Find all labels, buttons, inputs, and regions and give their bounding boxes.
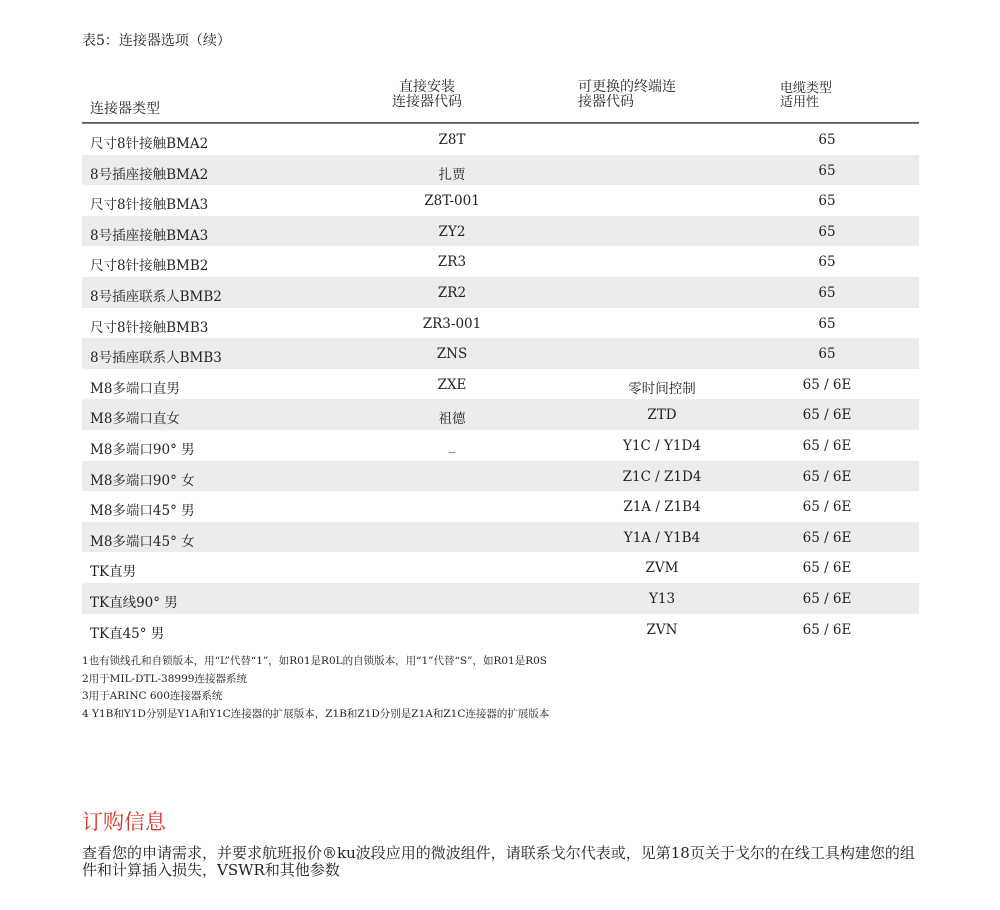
cell-direct: ZNS (436, 346, 468, 363)
table-row (82, 277, 919, 308)
header-direct-code: 直接安装 连接器代码 (392, 79, 462, 110)
cell-direct: _ (448, 437, 456, 454)
cell-type: 尺寸8针接触BMB3 (90, 319, 209, 336)
table-row (82, 430, 919, 461)
cell-cable: 65 / 6E (802, 376, 852, 393)
table-header (82, 76, 919, 123)
cell-replace: ZVN (646, 621, 678, 638)
footnotes (82, 653, 549, 723)
cell-cable: 65 (818, 284, 836, 301)
cell-direct: ZY2 (438, 223, 466, 240)
cell-cable: 65 (818, 346, 836, 363)
cell-direct: Z8T-001 (424, 193, 480, 210)
cell-cable: 65 (818, 254, 836, 271)
footnote: 2用于MIL-DTL-38999连接器系统 (82, 672, 247, 685)
cell-type: M8多端口直女 (90, 411, 180, 428)
cell-cable: 65 (818, 315, 836, 332)
header-cable-applicability: 电缆类型 适用性 (780, 81, 833, 110)
cell-type: TK直45° 男 (90, 625, 165, 642)
cell-replace: Y1A / Y1B4 (623, 529, 701, 546)
header-connector-type: 连接器类型 (90, 101, 160, 117)
cell-direct: ZR3-001 (422, 315, 482, 332)
table-row (82, 614, 919, 645)
table-row (82, 185, 919, 216)
cell-cable: 65 / 6E (802, 529, 852, 546)
cell-direct: ZXE (437, 376, 467, 393)
cell-type: 8号插座接触BMA3 (90, 227, 209, 244)
cell-replace: Y1C / Y1D4 (623, 437, 701, 454)
cell-type: TK直男 (90, 564, 137, 581)
cell-cable: 65 / 6E (802, 499, 852, 516)
table-row (82, 461, 919, 492)
table-row (82, 369, 919, 400)
cell-cable: 65 / 6E (802, 437, 852, 454)
cell-cable: 65 / 6E (802, 468, 852, 485)
cell-type: M8多端口直男 (90, 380, 180, 397)
cell-type: 尺寸8针接触BMB2 (90, 258, 209, 275)
ordering-paragraph: 查看您的申请需求，并要求航班报价®ku波段应用的微波组件，请联系戈尔代表或，见第18页关于戈尔的在线工具构建您的组件和计算插入损失，VSWR和其他参数 (82, 844, 915, 879)
cell-replace: Z1C / Z1D4 (622, 468, 702, 485)
table-row (82, 155, 919, 186)
cell-direct: 扎贾 (438, 166, 466, 183)
table-row (82, 522, 919, 553)
cell-cable: 65 / 6E (802, 621, 852, 638)
table-caption: 表5：连接器选项（续） (82, 33, 231, 49)
cell-replace: 零时间控制 (628, 380, 696, 397)
cell-type: 尺寸8针接触BMA3 (90, 197, 209, 214)
footnote: 1也有锁线孔和自锁版本，用“L”代替“1”，如R01是R0L的自锁版本，用“1”代替“S”，如R01是R0S (82, 655, 548, 667)
cell-cable: 65 / 6E (802, 590, 852, 607)
table-row (82, 338, 919, 369)
footnote: 3用于ARINC 600连接器系统 (82, 690, 223, 702)
table-row (82, 399, 919, 430)
cell-type: 8号插座联系人BMB3 (90, 350, 222, 367)
cell-direct: Z8T (438, 132, 466, 148)
cell-direct: ZR2 (437, 284, 467, 301)
cell-cable: 65 (818, 132, 836, 148)
footnote: 4 Y1B和Y1D分别是Y1A和Y1C连接器的扩展版本，Z1B和Z1D分别是Z1A和Z1C连接器的扩展版本 (82, 707, 550, 720)
table-row (82, 124, 919, 155)
cell-type: 8号插座接触BMA2 (90, 166, 209, 183)
table-row (82, 246, 919, 277)
cell-type: 尺寸8针接触BMA2 (90, 136, 209, 152)
table-row (82, 308, 919, 339)
cell-type: 8号插座联系人BMB2 (90, 288, 222, 305)
cell-cable: 65 (818, 162, 836, 179)
cell-replace: ZVM (645, 560, 679, 577)
cell-replace: ZTD (647, 407, 677, 424)
connector-options-table (82, 76, 919, 644)
cell-cable: 65 / 6E (802, 560, 852, 577)
cell-cable: 65 / 6E (802, 407, 852, 424)
cell-direct: ZR3 (437, 254, 467, 271)
ordering-heading: 订购信息 (82, 810, 166, 834)
cell-cable: 65 (818, 223, 836, 240)
table-row (82, 583, 919, 614)
table-row (82, 552, 919, 583)
cell-type: M8多端口90° 男 (90, 441, 195, 458)
table-row (82, 491, 919, 522)
cell-type: TK直线90° 男 (90, 594, 178, 611)
cell-type: M8多端口45° 女 (90, 533, 195, 550)
cell-cable: 65 (818, 193, 836, 210)
cell-type: M8多端口45° 男 (90, 503, 195, 520)
cell-replace: Y13 (648, 590, 676, 607)
table-row (82, 216, 919, 247)
cell-type: M8多端口90° 女 (90, 472, 195, 489)
header-replaceable-code: 可更换的终端连 接器代码 (578, 79, 676, 110)
cell-direct: 祖德 (438, 411, 466, 428)
cell-replace: Z1A / Z1B4 (623, 499, 701, 516)
